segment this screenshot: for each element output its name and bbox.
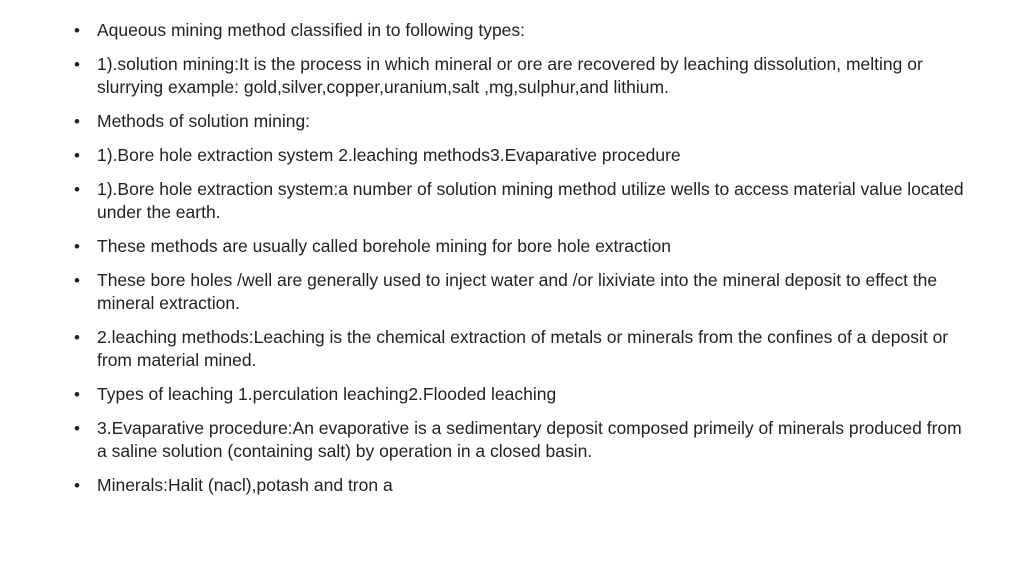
- bullet-icon: •: [74, 146, 80, 165]
- bullet-icon: •: [74, 180, 80, 199]
- bullet-icon: •: [74, 21, 80, 40]
- bullet-text: Aqueous mining method classified in to following types:: [97, 20, 526, 40]
- bullet-item: [74, 19, 964, 42]
- bullet-text: Types of leaching 1.perculation leaching2.Flooded leaching: [97, 384, 557, 404]
- bullet-text: 1).Bore hole extraction system:a number of solution mining method utilize wells to access material value located under the earth.: [97, 179, 964, 222]
- bullet-item: [74, 53, 964, 99]
- bullet-item: [74, 235, 964, 258]
- bullet-item: [74, 326, 964, 372]
- bullet-text: Minerals:Halit (nacl),potash and tron a: [97, 475, 393, 495]
- bullet-icon: •: [74, 419, 80, 438]
- bullet-item: [74, 383, 964, 406]
- bullet-item: [74, 474, 964, 497]
- bullet-text: 2.leaching methods:Leaching is the chemical extraction of metals or minerals from the confines of a deposit or from material mined.: [97, 327, 949, 370]
- bullet-list: [74, 19, 964, 508]
- bullet-item: [74, 269, 964, 315]
- bullet-text: These bore holes /well are generally used to inject water and /or lixiviate into the mineral deposit to effect the mineral extraction.: [97, 270, 938, 313]
- bullet-icon: •: [74, 476, 80, 495]
- bullet-item: [74, 144, 964, 167]
- bullet-item: [74, 178, 964, 224]
- bullet-text: Methods of solution mining:: [97, 111, 311, 131]
- bullet-item: [74, 417, 964, 463]
- bullet-icon: •: [74, 385, 80, 404]
- bullet-text: 3.Evaparative procedure:An evaporative is a sedimentary deposit composed primeily of minerals produced from a saline solution (containing salt) by operation in a closed basin.: [97, 418, 962, 461]
- bullet-text: These methods are usually called borehole mining for bore hole extraction: [97, 236, 671, 256]
- bullet-icon: •: [74, 328, 80, 347]
- bullet-item: [74, 110, 964, 133]
- bullet-text: 1).Bore hole extraction system 2.leaching methods3.Evaparative procedure: [97, 145, 681, 165]
- bullet-icon: •: [74, 271, 80, 290]
- bullet-icon: •: [74, 112, 80, 131]
- bullet-text: 1).solution mining:It is the process in which mineral or ore are recovered by leaching dissolution, melting or slurrying example: gold,silver,copper,uranium,salt ,mg,sulphur,and lithium.: [97, 54, 923, 97]
- bullet-icon: •: [74, 55, 80, 74]
- bullet-icon: •: [74, 237, 80, 256]
